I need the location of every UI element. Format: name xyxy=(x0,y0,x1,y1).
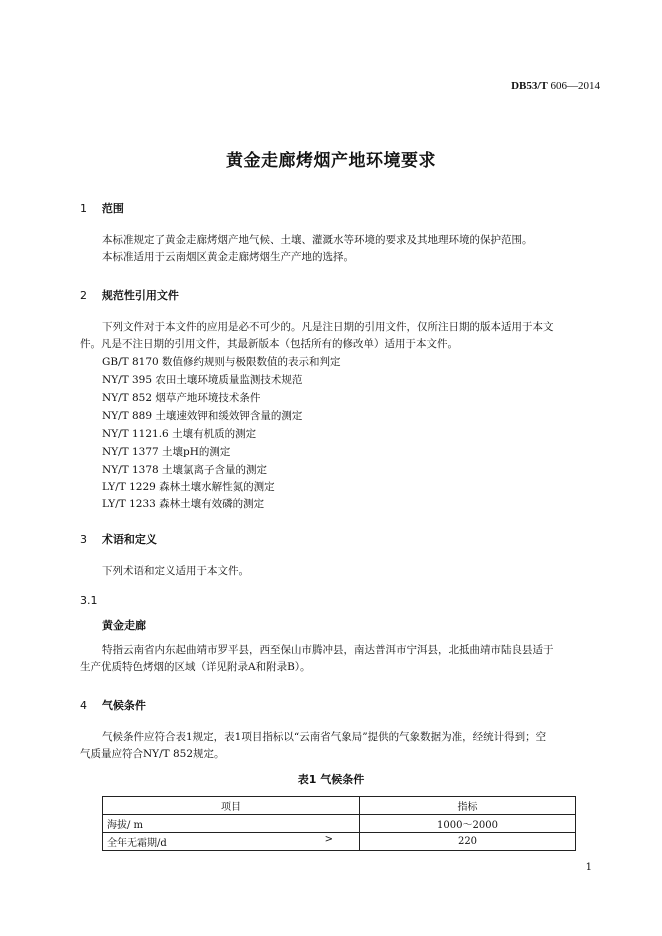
standard-code: DB53/T xyxy=(511,80,548,92)
reference-item: NY/T 889 土壤速效钾和缓效钾含量的测定 xyxy=(102,410,303,422)
section-title: 术语和定义 xyxy=(101,533,157,546)
table-header-cell: 项目 xyxy=(103,797,360,815)
section-number: 4 xyxy=(80,699,87,712)
operator-symbol: > xyxy=(324,834,333,845)
section-4-heading xyxy=(80,697,146,713)
term-definition-line-2: 生产优质特色烤烟的区域（详见附录A和附录B）。 xyxy=(80,661,311,673)
section-2-heading xyxy=(80,287,179,303)
section-title: 范围 xyxy=(101,202,124,215)
subsection-number: 3.1 xyxy=(80,594,98,607)
section-3-heading xyxy=(80,531,157,547)
table-row xyxy=(103,833,576,851)
table-row xyxy=(103,815,576,833)
reference-item: GB/T 8170 数值修约规则与极限数值的表示和判定 xyxy=(102,356,341,368)
table-cell-item xyxy=(103,815,360,833)
document-title: 黄金走廊烤烟产地环境要求 xyxy=(226,151,436,171)
section-3-para: 下列术语和定义适用于本文件。 xyxy=(102,565,249,577)
term-definition-line-1: 特指云南省内东起曲靖市罗平县，西至保山市腾冲县，南达普洱市宁洱县，北抵曲靖市陆良县适于 xyxy=(102,644,554,656)
standard-number: 606—2014 xyxy=(550,80,600,92)
section-number: 3 xyxy=(80,533,87,546)
reference-item: NY/T 395 农田土壤环境质量监测技术规范 xyxy=(102,374,303,386)
reference-item: LY/T 1229 森林土壤水解性氮的测定 xyxy=(102,481,275,493)
section-title: 气候条件 xyxy=(101,699,146,712)
reference-item: NY/T 1121.6 土壤有机质的测定 xyxy=(102,428,257,440)
section-2-para-line-2: 件。凡是不注日期的引用文件，其最新版本（包括所有的修改单）适用于本文件。 xyxy=(80,338,458,350)
reference-item: NY/T 852 烟草产地环境技术条件 xyxy=(102,392,261,404)
section-number: 1 xyxy=(80,202,87,215)
item-label: 海拔/ m xyxy=(107,820,144,831)
reference-item: NY/T 1378 土壤氯离子含量的测定 xyxy=(102,464,268,476)
section-1-para-1: 本标准规定了黄金走廊烤烟产地气候、土壤、灌溉水等环境的要求及其地理环境的保护范围。 xyxy=(102,234,533,246)
section-1-para-2: 本标准适用于云南烟区黄金走廊烤烟生产产地的选择。 xyxy=(102,251,354,263)
section-4-para-line-2: 气质量应符合NY/T 852规定。 xyxy=(80,748,225,760)
term-title: 黄金走廊 xyxy=(102,619,146,632)
table-caption: 表1 气候条件 xyxy=(297,773,365,786)
section-title: 规范性引用文件 xyxy=(101,289,179,302)
reference-item: NY/T 1377 土壤pH的测定 xyxy=(102,446,231,458)
section-1-heading xyxy=(80,200,124,216)
section-2-para-line-1: 下列文件对于本文件的应用是必不可少的。凡是注日期的引用文件，仅所注日期的版本适用于本文 xyxy=(102,321,554,333)
reference-item: LY/T 1233 森林土壤有效磷的测定 xyxy=(102,498,265,510)
climate-conditions-table xyxy=(102,796,576,851)
table-header-row xyxy=(103,797,576,815)
table-cell-value: 1000～2000 xyxy=(360,815,576,833)
section-number: 2 xyxy=(80,289,87,302)
table-header-cell: 指标 xyxy=(360,797,576,815)
document-code xyxy=(511,80,600,92)
page-number: 1 xyxy=(585,862,592,873)
table-cell-item xyxy=(103,833,360,851)
table-cell-value: 220 xyxy=(360,833,576,851)
section-4-para-line-1: 气候条件应符合表1规定，表1项目指标以“云南省气象局”提供的气象数据为准，经统计得到；空 xyxy=(102,731,547,743)
item-label: 全年无霜期/d xyxy=(107,838,167,849)
